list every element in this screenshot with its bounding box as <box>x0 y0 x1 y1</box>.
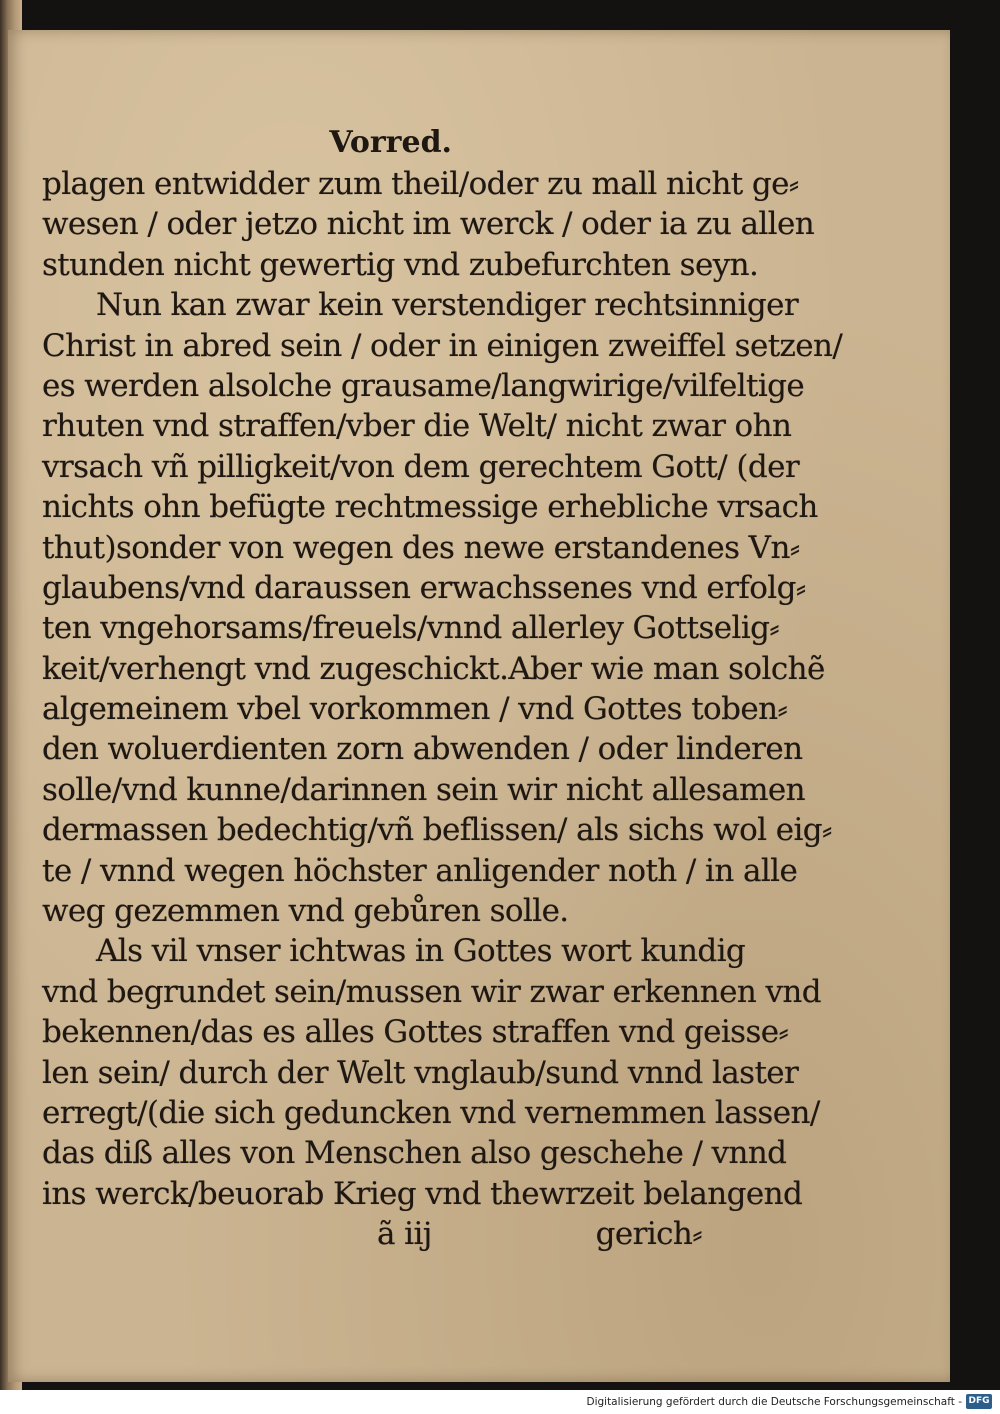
text-line: vnd begrundet sein/mussen wir zwar erkennen vnd <box>42 973 822 1010</box>
text-line: weg gezemmen vnd gebůren solle. <box>42 893 569 930</box>
text-line: stunden nicht gewertig vnd zubefurchten seyn. <box>42 246 759 283</box>
running-head: Vorred. <box>329 125 452 160</box>
signature-mark: ã iij <box>377 1216 432 1253</box>
text-line: wesen / oder jetzo nicht im werck / oder ia zu allen <box>42 206 815 243</box>
text-line: es werden alsolche grausame/langwirige/vilfeltige <box>42 367 805 404</box>
text-line: keit/verhengt vnd zugeschickt.Aber wie man solchẽ <box>42 650 825 687</box>
text-line: ten vngehorsams/freuels/vnnd allerley Gottselig⸗ <box>42 610 780 647</box>
footer-bar <box>0 1390 1000 1414</box>
text-line: nichts ohn befügte rechtmessige erhebliche vrsach <box>42 489 818 526</box>
text-line: ins werck/beuorab Krieg vnd thewrzeit belangend <box>42 1175 803 1212</box>
paragraph-start-line: Nun kan zwar kein verstendiger rechtsinniger <box>96 287 799 324</box>
text-line: den woluerdienten zorn abwenden / oder linderen <box>42 731 803 768</box>
text-line: algemeinem vbel vorkommen / vnd Gottes toben⸗ <box>42 691 788 728</box>
paragraph-start-line: Als vil vnser ichtwas in Gottes wort kundig <box>96 933 746 970</box>
funding-credit: Digitalisierung gefördert durch die Deutsche Forschungsgemeinschaft - <box>586 1396 962 1408</box>
text-line: rhuten vnd straffen/vber die Welt/ nicht zwar ohn <box>42 408 792 445</box>
text-block <box>42 122 843 1255</box>
text-line: erregt/(die sich geduncken vnd vernemmen lassen/ <box>42 1094 820 1131</box>
text-line: Christ in abred sein / oder in einigen zweiffel setzen/ <box>42 327 843 364</box>
book-page <box>8 30 950 1382</box>
text-line: thut)sonder von wegen des newe erstandenes Vn⸗ <box>42 529 800 566</box>
text-line: bekennen/das es alles Gottes straffen vnd geisse⸗ <box>42 1014 789 1051</box>
text-line: plagen entwidder zum theil/oder zu mall nicht ge⸗ <box>42 166 799 202</box>
text-line: glaubens/vnd daraussen erwachssenes vnd erfolg⸗ <box>42 569 806 606</box>
signature-line <box>42 1214 722 1254</box>
text-line: solle/vnd kunne/darinnen sein wir nicht allesamen <box>42 771 805 808</box>
dfg-logo: DFG <box>966 1394 992 1409</box>
text-line: dermassen bedechtig/vñ beflissen/ als sichs wol eig⸗ <box>42 812 832 849</box>
text-line: das diß alles von Menschen also geschehe / vnnd <box>42 1135 787 1172</box>
catchword: gerich⸗ <box>595 1216 702 1253</box>
text-line: len sein/ durch der Welt vnglaub/sund vnnd laster <box>42 1054 799 1091</box>
text-line: te / vnnd wegen höchster anligender noth / in alle <box>42 852 798 889</box>
text-line: vrsach vñ pilligkeit/von dem gerechtem Gott/ (der <box>42 448 800 485</box>
